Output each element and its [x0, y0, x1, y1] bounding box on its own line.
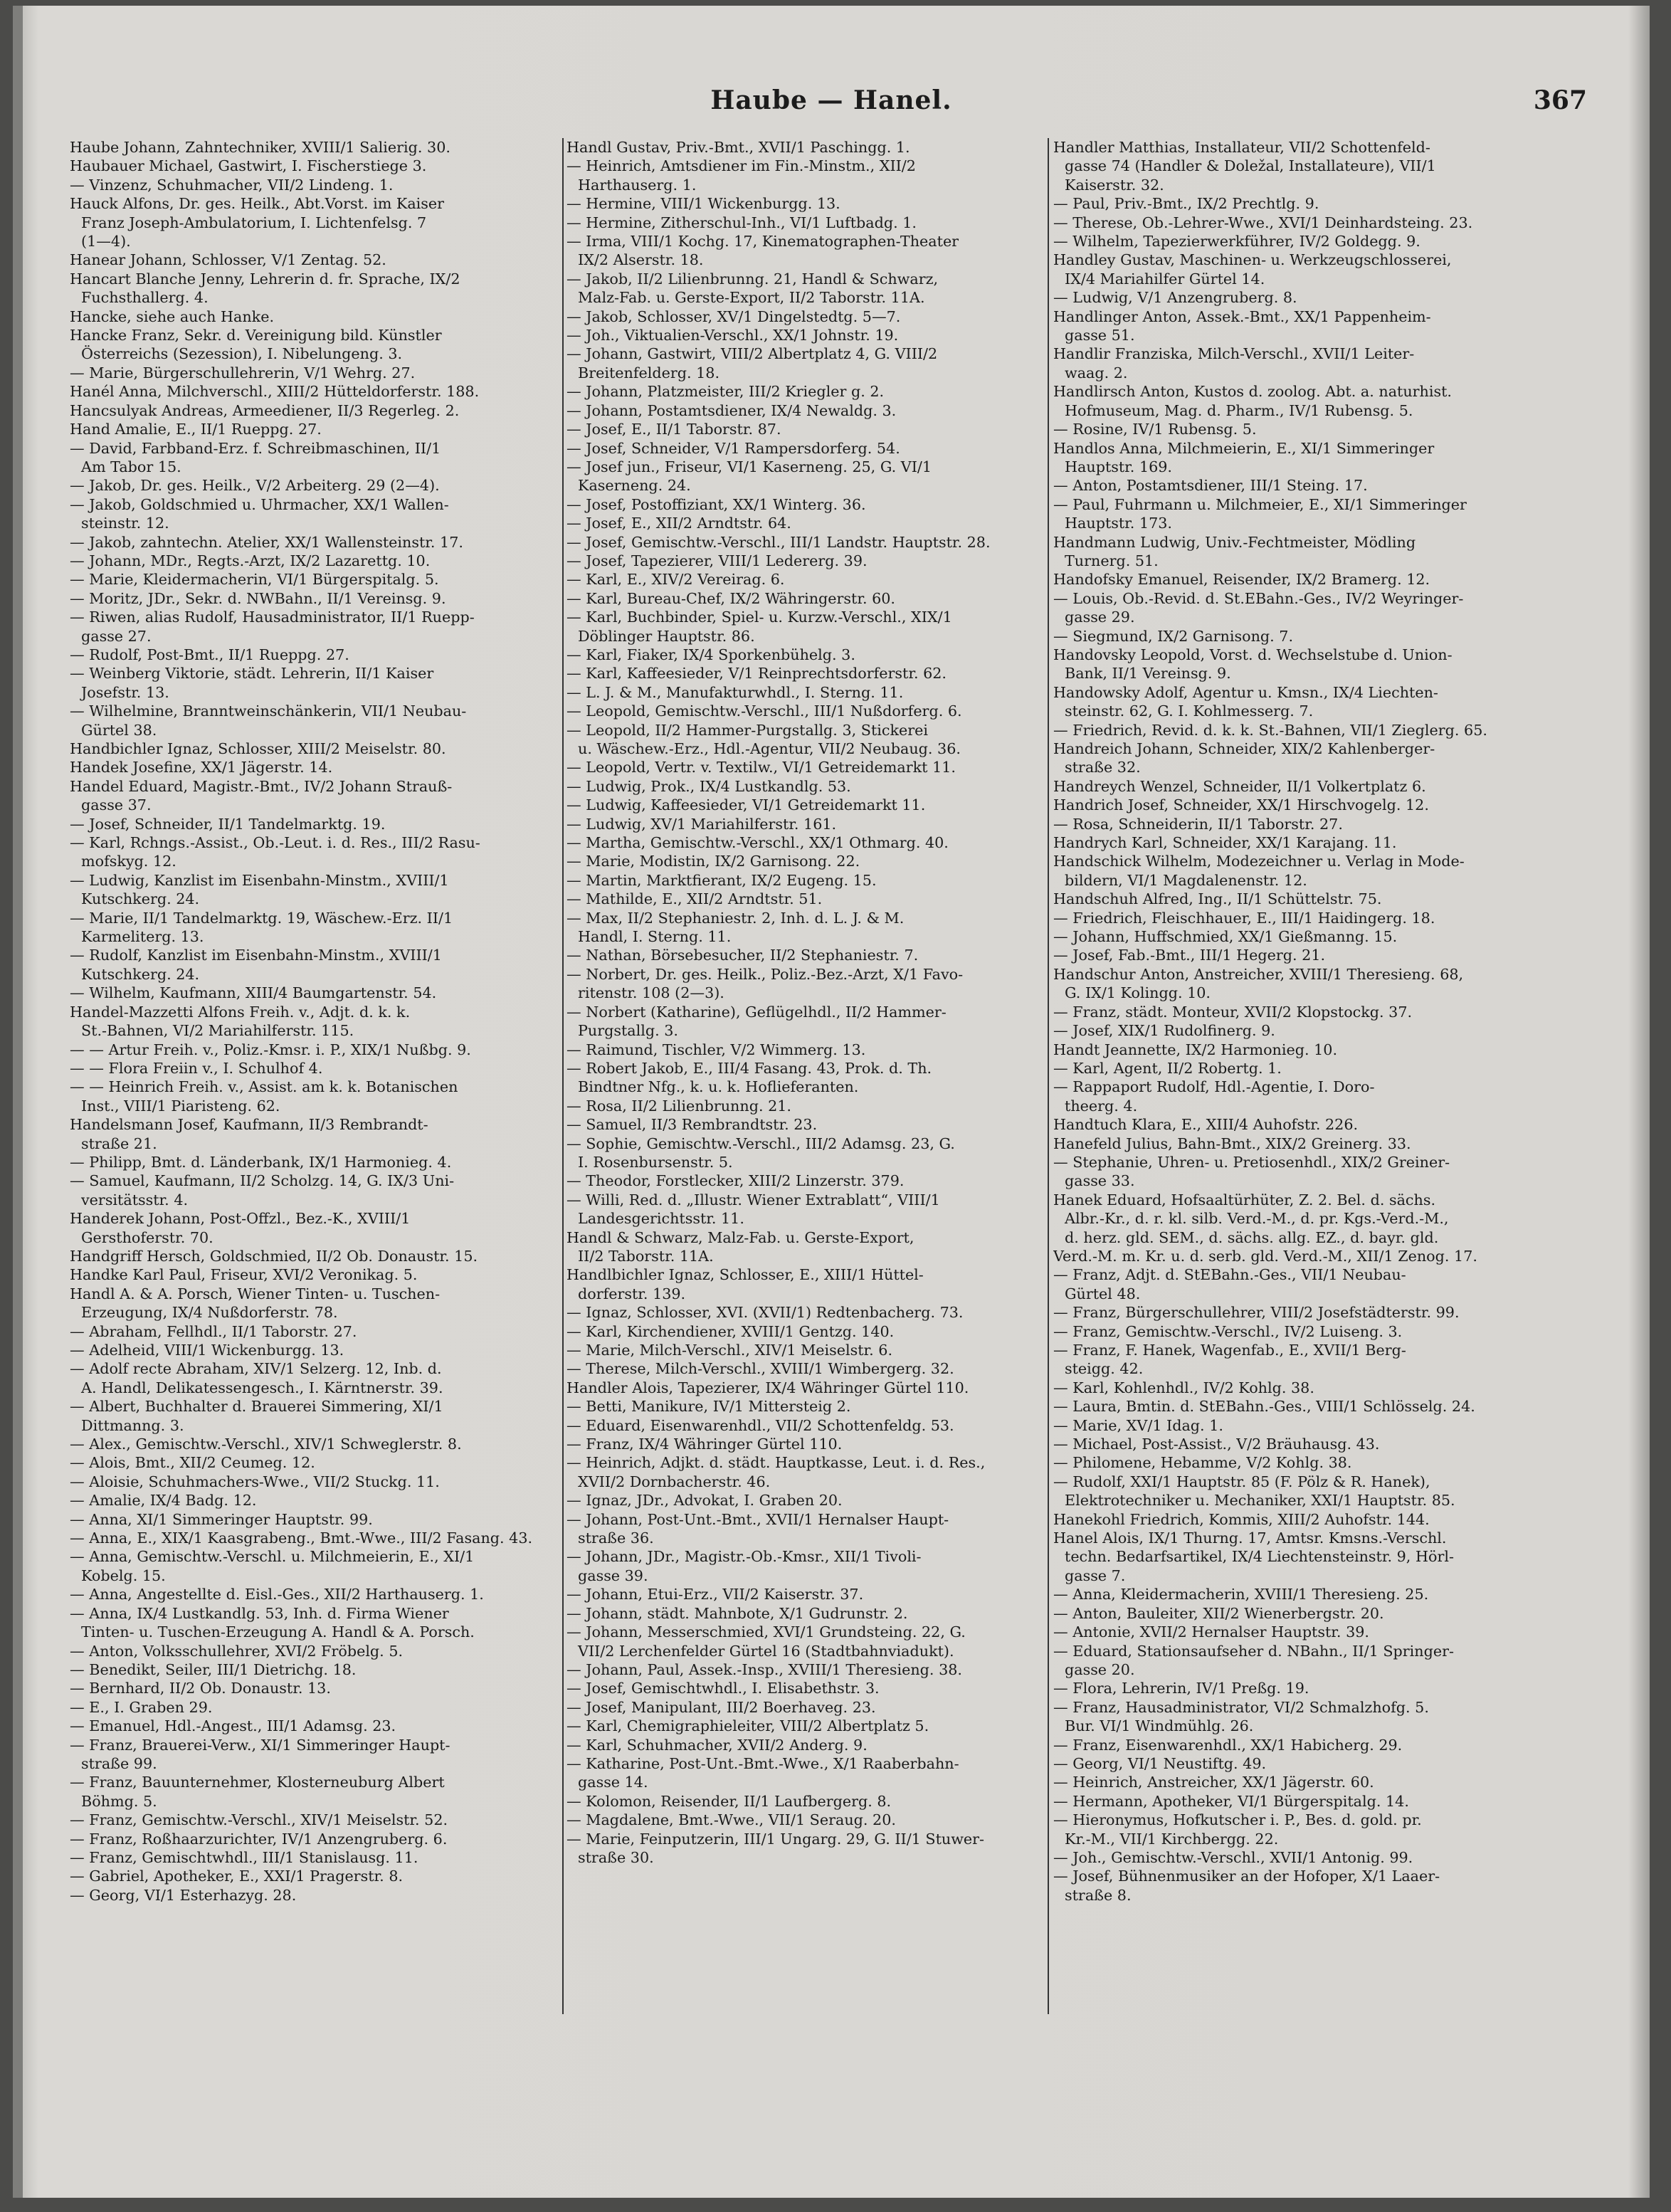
directory-entry: Hancke, siehe auch Hanke. — [70, 307, 275, 325]
directory-entry: — Martin, Marktfierant, IX/2 Eugeng. 15. — [566, 871, 877, 889]
directory-entry: — Johann, Etui-Erz., VII/2 Kaiserstr. 37. — [566, 1586, 864, 1603]
directory-entry-continuation: Hauptstr. 173. — [1065, 515, 1173, 532]
directory-entry: — Franz, Eisenwarenhdl., XX/1 Habicherg. 29. — [1053, 1736, 1403, 1754]
directory-entry-continuation: Harthauserg. 1. — [578, 176, 697, 194]
directory-entry-continuation: Kobelg. 15. — [81, 1566, 166, 1584]
directory-entry: — Sophie, Gemischtw.-Verschl., III/2 Adamsg. 23, G. — [566, 1134, 955, 1152]
directory-entry-continuation: Gersthoferstr. 70. — [81, 1228, 214, 1246]
directory-entry: — Johann, MDr., Regts.-Arzt, IX/2 Lazarettg. 10. — [70, 552, 431, 569]
directory-entry-continuation: dorferstr. 139. — [578, 1285, 686, 1302]
directory-entry: — Samuel, II/3 Rembrandtstr. 23. — [566, 1116, 818, 1134]
directory-entry: — Adolf recte Abraham, XIV/1 Selzerg. 12, Inb. d. — [70, 1360, 442, 1378]
directory-entry: — Jakob, Schlosser, XV/1 Dingelstedtg. 5—7. — [566, 307, 901, 325]
directory-entry-continuation: (1—4). — [81, 233, 131, 251]
directory-entry: Handreich Johann, Schneider, XIX/2 Kahlenberger- — [1053, 740, 1435, 757]
directory-entry: — Karl, Chemigraphieleiter, VIII/2 Albertplatz 5. — [566, 1717, 929, 1735]
directory-entry: — Franz, städt. Monteur, XVII/2 Klopstockg. 37. — [1053, 1003, 1413, 1021]
directory-entry: Handley Gustav, Maschinen- u. Werkzeugschlosserei, — [1053, 251, 1452, 269]
directory-entry: Hanefeld Julius, Bahn-Bmt., XIX/2 Greinerg. 33. — [1053, 1134, 1411, 1152]
directory-entry: — Johann, Paul, Assek.-Insp., XVIII/1 Theresieng. 38. — [566, 1660, 962, 1678]
directory-entry: Handrich Josef, Schneider, XX/1 Hirschvogelg. 12. — [1053, 796, 1429, 814]
directory-entry-continuation: Kaserneng. 24. — [578, 477, 691, 495]
directory-entry: — Franz, Hausadministrator, VI/2 Schmalzhofg. 5. — [1053, 1698, 1429, 1716]
directory-entry: — Vinzenz, Schuhmacher, VII/2 Lindeng. 1. — [70, 176, 394, 194]
directory-entry: Handowsky Adolf, Agentur u. Kmsn., IX/4 Liechten- — [1053, 683, 1438, 701]
directory-entry: — Johann, Gastwirt, VIII/2 Albertplatz 4, G. VIII/2 — [566, 345, 938, 363]
directory-entry-continuation: Purgstallg. 3. — [578, 1022, 679, 1040]
directory-entry: — David, Farbband-Erz. f. Schreibmaschinen, II/1 — [70, 439, 441, 457]
directory-entry: — Therese, Milch-Verschl., XVIII/1 Wimbergerg. 32. — [566, 1360, 954, 1378]
directory-entry-continuation: waag. 2. — [1065, 364, 1128, 381]
directory-entry-continuation: d. herz. gld. SEM., d. sächs. allg. EZ., d. bayr. gld. — [1065, 1228, 1439, 1246]
directory-entry: — Martha, Gemischtw.-Verschl., XX/1 Othmarg. 40. — [566, 834, 949, 852]
directory-entry: — Josef jun., Friseur, VI/1 Kaserneng. 25, G. VI/1 — [566, 458, 932, 475]
directory-entry-continuation: bildern, VI/1 Magdalenenstr. 12. — [1065, 871, 1307, 889]
running-header-title: Haube — Hanel. — [710, 85, 952, 115]
directory-entry: Handel-Mazzetti Alfons Freih. v., Adjt. d. k. k. — [70, 1003, 411, 1021]
directory-entry: — Rappaport Rudolf, Hdl.-Agentie, I. Doro- — [1053, 1078, 1375, 1096]
directory-entry: — Heinrich, Amtsdiener im Fin.-Minstm., XII/2 — [566, 157, 916, 175]
directory-entry: — Eduard, Stationsaufseher d. NBahn., II/1 Springer- — [1053, 1642, 1454, 1660]
directory-entry: — Rosine, IV/1 Rubensg. 5. — [1053, 421, 1257, 438]
directory-entry: — Friedrich, Fleischhauer, E., III/1 Haidingerg. 18. — [1053, 909, 1435, 927]
directory-entry: Hauck Alfons, Dr. ges. Heilk., Abt.Vorst. im Kaiser — [70, 195, 445, 213]
directory-entry: — Jakob, Goldschmied u. Uhrmacher, XX/1 Wallen- — [70, 495, 449, 513]
directory-entry-continuation: gasse 7. — [1065, 1566, 1126, 1584]
directory-entry: Handlbichler Ignaz, Schlosser, E., XIII/1 Hüttel- — [566, 1266, 924, 1284]
directory-entry: — — Heinrich Freih. v., Assist. am k. k. Botanischen — [70, 1078, 458, 1096]
directory-entry-continuation: straße 32. — [1065, 759, 1141, 776]
directory-entry-continuation: Gürtel 38. — [81, 721, 157, 739]
directory-entry: — Ludwig, XV/1 Mariahilferstr. 161. — [566, 815, 837, 833]
directory-entry: — Josef, Postoffiziant, XX/1 Winterg. 36. — [566, 495, 866, 513]
directory-entry-continuation: Franz Joseph-Ambulatorium, I. Lichtenfelsg. 7 — [81, 214, 427, 231]
directory-entry: — Heinrich, Adjkt. d. städt. Hauptkasse, Leut. i. d. Res., — [566, 1454, 986, 1472]
directory-entry: — Karl, Agent, II/2 Robertg. 1. — [1053, 1059, 1282, 1077]
directory-entry: — Karl, Rchngs.-Assist., Ob.-Leut. i. d. Res., III/2 Rasu- — [70, 834, 480, 852]
directory-entry: Handler Matthias, Installateur, VII/2 Schottenfeld- — [1053, 139, 1430, 156]
directory-entry: — Wilhelm, Tapezierwerkführer, IV/2 Goldegg. 9. — [1053, 233, 1420, 251]
directory-entry: Hanek Eduard, Hofsaaltürhüter, Z. 2. Bel. d. sächs. — [1053, 1191, 1436, 1208]
directory-entry-continuation: Breitenfelderg. 18. — [578, 364, 720, 381]
directory-entry-continuation: gasse 51. — [1065, 327, 1135, 344]
directory-entry-continuation: Josefstr. 13. — [81, 683, 169, 701]
directory-entry: — Irma, VIII/1 Kochg. 17, Kinematographen-Theater — [566, 233, 959, 251]
directory-entry: — Karl, Kaffeesieder, V/1 Reinprechtsdorferstr. 62. — [566, 665, 947, 683]
directory-entry-continuation: I. Rosenbursenstr. 5. — [578, 1153, 733, 1171]
directory-entry: Hancke Franz, Sekr. d. Vereinigung bild. Künstler — [70, 327, 442, 344]
directory-entry: — Johann, städt. Mahnbote, X/1 Gudrunstr. 2. — [566, 1604, 908, 1622]
directory-entry: — Marie, Modistin, IX/2 Garnisong. 22. — [566, 853, 860, 870]
directory-entry: — Katharine, Post-Unt.-Bmt.-Wwe., X/1 Raaberbahn- — [566, 1754, 959, 1772]
directory-entry: — Josef, Tapezierer, VIII/1 Ledererg. 39. — [566, 552, 868, 569]
directory-entry-continuation: theerg. 4. — [1065, 1097, 1138, 1115]
directory-entry: — Raimund, Tischler, V/2 Wimmerg. 13. — [566, 1041, 866, 1058]
directory-entry-continuation: G. IX/1 Kolingg. 10. — [1065, 984, 1211, 1002]
directory-entry-continuation: Karmeliterg. 13. — [81, 928, 204, 946]
directory-entry: — Hermine, Zitherschul-Inh., VI/1 Luftbadg. 1. — [566, 214, 917, 231]
directory-entry-continuation: Handl, I. Sterng. 11. — [578, 928, 732, 946]
directory-entry: — — Artur Freih. v., Poliz.-Kmsr. i. P., XIX/1 Nußbg. 9. — [70, 1041, 471, 1058]
directory-entry-continuation: mofskyg. 12. — [81, 853, 176, 870]
directory-entry: — Siegmund, IX/2 Garnisong. 7. — [1053, 627, 1294, 645]
directory-entry: — Marie, Feinputzerin, III/1 Ungarg. 29, G. II/1 Stuwer- — [566, 1830, 985, 1848]
directory-entry: — Max, II/2 Stephaniestr. 2, Inh. d. L. J. & M. — [566, 909, 905, 927]
directory-entry: Handel Eduard, Magistr.-Bmt., IV/2 Johann Strauß- — [70, 777, 453, 795]
directory-entry: Hanel Alois, IX/1 Thurng. 17, Amtsr. Kmsns.-Verschl. — [1053, 1529, 1447, 1547]
directory-entry: — Karl, Fiaker, IX/4 Sporkenbühelg. 3. — [566, 646, 855, 663]
directory-entry: Handler Alois, Tapezierer, IX/4 Währinger Gürtel 110. — [566, 1379, 969, 1396]
directory-entry: Handl A. & A. Porsch, Wiener Tinten- u. Tuschen- — [70, 1285, 441, 1302]
directory-entry: — Franz, Roßhaarzurichter, IV/1 Anzengruberg. 6. — [70, 1830, 448, 1848]
directory-entry: — Johann, Post-Unt.-Bmt., XVII/1 Hernalser Haupt- — [566, 1510, 949, 1528]
directory-entry-continuation: steigg. 42. — [1065, 1360, 1144, 1378]
directory-entry: — Karl, Kohlenhdl., IV/2 Kohlg. 38. — [1053, 1379, 1314, 1396]
directory-entry: Hanear Johann, Schlosser, V/1 Zentag. 52. — [70, 251, 386, 269]
directory-entry: — Franz, Gemischtw.-Verschl., IV/2 Luiseng. 3. — [1053, 1322, 1403, 1340]
directory-entry: Verd.-M. m. Kr. u. d. serb. gld. Verd.-M., XII/1 Zenog. 17. — [1053, 1247, 1477, 1265]
directory-entry: — Marie, XV/1 Idag. 1. — [1053, 1416, 1223, 1434]
directory-entry: — Franz, Gemischtwhdl., III/1 Stanislausg. 11. — [70, 1848, 418, 1866]
directory-entry: Hanekohl Friedrich, Kommis, XIII/2 Auhofstr. 144. — [1053, 1510, 1430, 1528]
directory-entry-continuation: IX/4 Mariahilfer Gürtel 14. — [1065, 270, 1265, 288]
directory-entry-continuation: Böhmg. 5. — [81, 1792, 157, 1810]
directory-entry: — Laura, Bmtin. d. StEBahn.-Ges., VIII/1 Schlösselg. 24. — [1053, 1398, 1475, 1416]
directory-entry: Handrych Karl, Schneider, XX/1 Karajang. 11. — [1053, 834, 1397, 852]
directory-entry: — Josef, Gemischtwhdl., I. Elisabethstr. 3. — [566, 1680, 880, 1697]
directory-entry: — Gabriel, Apotheker, E., XXI/1 Pragerstr. 8. — [70, 1868, 404, 1885]
directory-entry: — Antonie, XVII/2 Hernalser Hauptstr. 39. — [1053, 1623, 1369, 1641]
directory-entry: Handl & Schwarz, Malz-Fab. u. Gerste-Export, — [566, 1228, 914, 1246]
directory-entry-continuation: gasse 37. — [81, 796, 152, 814]
directory-column-3 — [1053, 138, 1544, 2152]
directory-entry: Handelsmann Josef, Kaufmann, II/3 Rembrandt- — [70, 1116, 428, 1134]
directory-entry: Hanél Anna, Milchverschl., XIII/2 Hütteldorferstr. 188. — [70, 383, 480, 401]
directory-entry: — Philipp, Bmt. d. Länderbank, IX/1 Harmonieg. 4. — [70, 1153, 452, 1171]
directory-entry: — Robert Jakob, E., III/4 Fasang. 43, Prok. d. Th. — [566, 1059, 932, 1077]
directory-entry-continuation: Bindtner Nfg., k. u. k. Hoflieferanten. — [578, 1078, 859, 1096]
directory-entry-continuation: Hauptstr. 169. — [1065, 458, 1173, 475]
directory-entry: — Friedrich, Revid. d. k. k. St.-Bahnen, VII/1 Zieglerg. 65. — [1053, 721, 1487, 739]
directory-entry-continuation: IX/2 Alserstr. 18. — [578, 251, 704, 269]
directory-entry: — Rudolf, Post-Bmt., II/1 Rueppg. 27. — [70, 646, 349, 663]
directory-entry: Haubauer Michael, Gastwirt, I. Fischerstiege 3. — [70, 157, 427, 175]
directory-entry-continuation: Gürtel 48. — [1065, 1285, 1141, 1302]
directory-entry-continuation: steinstr. 62, G. I. Kohlmesserg. 7. — [1065, 702, 1314, 720]
directory-entry: — Josef, Fab.-Bmt., III/1 Hegerg. 21. — [1053, 947, 1326, 964]
directory-entry-continuation: straße 30. — [578, 1848, 654, 1866]
directory-entry: — Karl, Kirchendiener, XVIII/1 Gentzg. 140. — [566, 1322, 895, 1340]
directory-entry: — Johann, JDr., Magistr.-Ob.-Kmsr., XII/1 Tivoli- — [566, 1548, 922, 1566]
directory-entry: — Hermine, VIII/1 Wickenburgg. 13. — [566, 195, 840, 213]
directory-entry-continuation: Tinten- u. Tuschen-Erzeugung A. Handl & A. Porsch. — [81, 1623, 475, 1641]
directory-entry: — — Flora Freiin v., I. Schulhof 4. — [70, 1059, 323, 1077]
directory-entry-continuation: Hofmuseum, Mag. d. Pharm., IV/1 Rubensg. 5. — [1065, 401, 1413, 419]
directory-entry-continuation: straße 99. — [81, 1754, 157, 1772]
directory-entry-continuation: A. Handl, Delikatessengesch., I. Kärntnerstr. 39. — [81, 1379, 443, 1396]
directory-entry-continuation: Albr.-Kr., d. r. kl. silb. Verd.-M., d. pr. Kgs.-Verd.-M., — [1065, 1210, 1449, 1228]
directory-entry-continuation: gasse 29. — [1065, 609, 1135, 626]
directory-entry-continuation: VII/2 Lerchenfelder Gürtel 16 (Stadtbahnviadukt). — [578, 1642, 954, 1660]
directory-entry: Handek Josefine, XX/1 Jägerstr. 14. — [70, 759, 333, 776]
directory-entry: — Jakob, II/2 Lilienbrunng. 21, Handl & Schwarz, — [566, 270, 939, 288]
directory-entry: — Rudolf, Kanzlist im Eisenbahn-Minstm., XVIII/1 — [70, 947, 442, 964]
directory-entry: — Josef, Manipulant, III/2 Boerhaveg. 23. — [566, 1698, 876, 1716]
directory-entry: — Anton, Postamtsdiener, III/1 Steing. 17. — [1053, 477, 1368, 495]
directory-entry: — Paul, Fuhrmann u. Milchmeier, E., XI/1 Simmeringer — [1053, 495, 1467, 513]
directory-entry: Hancsulyak Andreas, Armeediener, II/3 Regerleg. 2. — [70, 401, 460, 419]
directory-entry: Handgriff Hersch, Goldschmied, II/2 Ob. Donaustr. 15. — [70, 1247, 478, 1265]
directory-entry-continuation: Kaiserstr. 32. — [1065, 176, 1164, 194]
directory-entry: — Anna, Kleidermacherin, XVIII/1 Theresieng. 25. — [1053, 1586, 1429, 1603]
directory-entry-continuation: Inst., VIII/1 Piaristeng. 62. — [81, 1097, 280, 1115]
directory-entry: — Anton, Volksschullehrer, XVI/2 Fröbelg. 5. — [70, 1642, 404, 1660]
directory-entry: Handlirsch Anton, Kustos d. zoolog. Abt. a. naturhist. — [1053, 383, 1453, 401]
directory-entry: — Theodor, Forstlecker, XIII/2 Linzerstr. 379. — [566, 1172, 905, 1190]
directory-entry: — Marie, Bürgerschullehrerin, V/1 Wehrg. 27. — [70, 364, 416, 381]
page-number: 367 — [1533, 85, 1587, 115]
directory-entry: — Leopold, II/2 Hammer-Purgstallg. 3, Stickerei — [566, 721, 928, 739]
directory-entry: — Samuel, Kaufmann, II/2 Scholzg. 14, G. IX/3 Uni- — [70, 1172, 455, 1190]
directory-entry-continuation: straße 21. — [81, 1134, 157, 1152]
directory-entry: — Emanuel, Hdl.-Angest., III/1 Adamsg. 23. — [70, 1717, 396, 1735]
directory-entry: — Amalie, IX/4 Badg. 12. — [70, 1492, 257, 1510]
directory-entry: Handschuh Alfred, Ing., II/1 Schüttelstr. 75. — [1053, 890, 1382, 908]
directory-entry: — Norbert (Katharine), Geflügelhdl., II/2 Hammer- — [566, 1003, 947, 1021]
directory-entry-continuation: Bank, II/1 Vereinsg. 9. — [1065, 665, 1231, 683]
directory-entry: — Eduard, Eisenwarenhdl., VII/2 Schottenfeldg. 53. — [566, 1416, 954, 1434]
directory-entry-continuation: techn. Bedarfsartikel, IX/4 Liechtensteinstr. 9, Hörl- — [1065, 1548, 1454, 1566]
directory-entry: — Rudolf, XXI/1 Hauptstr. 85 (F. Pölz & R. Hanek), — [1053, 1473, 1430, 1490]
directory-entry: — Joh., Gemischtw.-Verschl., XVII/1 Antonig. 99. — [1053, 1848, 1413, 1866]
directory-entry-continuation: steinstr. 12. — [81, 515, 169, 532]
directory-entry: — Franz, Gemischtw.-Verschl., XIV/1 Meiselstr. 52. — [70, 1811, 448, 1829]
directory-entry: Hancart Blanche Jenny, Lehrerin d. fr. Sprache, IX/2 — [70, 270, 460, 288]
directory-page — [13, 6, 1650, 2198]
directory-entry: — Leopold, Vertr. v. Textilw., VI/1 Getreidemarkt 11. — [566, 759, 956, 776]
directory-entry-continuation: u. Wäschew.-Erz., Hdl.-Agentur, VII/2 Neubaug. 36. — [578, 740, 961, 757]
directory-entry: — Ludwig, Kanzlist im Eisenbahn-Minstm., XVIII/1 — [70, 871, 449, 889]
directory-entry: — Michael, Post-Assist., V/2 Bräuhausg. 43. — [1053, 1436, 1380, 1453]
directory-entry: — Franz, F. Hanek, Wagenfab., E., XVII/1 Berg- — [1053, 1342, 1406, 1359]
directory-entry: — Ludwig, V/1 Anzengruberg. 8. — [1053, 289, 1297, 307]
directory-entry: Handtuch Klara, E., XIII/4 Auhofstr. 226. — [1053, 1116, 1359, 1134]
directory-entry-continuation: Kutschkerg. 24. — [81, 890, 200, 908]
directory-entry-continuation: gasse 14. — [578, 1774, 648, 1791]
directory-entry: — Johann, Messerschmied, XVI/1 Grundsteing. 22, G. — [566, 1623, 966, 1641]
directory-entry-continuation: Elektrotechniker u. Mechaniker, XXI/1 Hauptstr. 85. — [1065, 1492, 1455, 1510]
directory-entry-continuation: versitätsstr. 4. — [81, 1191, 189, 1208]
directory-column-1 — [70, 138, 561, 2152]
directory-entry: — Georg, VI/1 Esterhazyg. 28. — [70, 1886, 297, 1904]
directory-entry: — Franz, Bürgerschullehrer, VIII/2 Josefstädterstr. 99. — [1053, 1304, 1460, 1322]
directory-entry: Handofsky Emanuel, Reisender, IX/2 Bramerg. 12. — [1053, 571, 1430, 589]
directory-entry-continuation: gasse 33. — [1065, 1172, 1135, 1190]
directory-entry: — Anna, Gemischtw.-Verschl. u. Milchmeierin, E., XI/1 — [70, 1548, 475, 1566]
directory-entry: — Franz, IX/4 Währinger Gürtel 110. — [566, 1436, 843, 1453]
directory-entry-continuation: Kutschkerg. 24. — [81, 965, 200, 983]
directory-entry: — Karl, E., XIV/2 Vereirag. 6. — [566, 571, 785, 589]
directory-entry: — E., I. Graben 29. — [70, 1698, 213, 1716]
directory-entry: — Ignaz, Schlosser, XVI. (XVII/1) Redtenbacherg. 73. — [566, 1304, 964, 1322]
directory-entry-continuation: Landesgerichtsstr. 11. — [578, 1210, 744, 1228]
directory-entry: — Karl, Schuhmacher, XVII/2 Anderg. 9. — [566, 1736, 868, 1754]
directory-entry: Handlinger Anton, Assek.-Bmt., XX/1 Pappenheim- — [1053, 307, 1431, 325]
directory-entry: — Ludwig, Prok., IX/4 Lustkandlg. 53. — [566, 777, 851, 795]
directory-entry: — Josef, Schneider, II/1 Tandelmarktg. 19. — [70, 815, 386, 833]
directory-entry-continuation: Am Tabor 15. — [81, 458, 181, 475]
directory-entry: Handt Jeannette, IX/2 Harmonieg. 10. — [1053, 1041, 1338, 1058]
directory-entry: — Jakob, zahntechn. Atelier, XX/1 Wallensteinstr. 17. — [70, 533, 463, 551]
directory-entry: — Johann, Huffschmied, XX/1 Gießmanng. 15. — [1053, 928, 1398, 946]
directory-entry: — Karl, Buchbinder, Spiel- u. Kurzw.-Verschl., XIX/1 — [566, 609, 952, 626]
directory-entry: — Josef, E., XII/2 Arndtstr. 64. — [566, 515, 791, 532]
directory-entry: — Magdalene, Bmt.-Wwe., VII/1 Seraug. 20. — [566, 1811, 896, 1829]
directory-entry-continuation: Döblinger Hauptstr. 86. — [578, 627, 755, 645]
directory-entry: — Stephanie, Uhren- u. Pretiosenhdl., XIX/2 Greiner- — [1053, 1153, 1450, 1171]
directory-entry: — Josef, Bühnenmusiker an der Hofoper, X/1 Laaer- — [1053, 1868, 1440, 1885]
directory-entry: — Adelheid, VIII/1 Wickenburgg. 13. — [70, 1342, 344, 1359]
directory-entry: — Rosa, Schneiderin, II/1 Taborstr. 27. — [1053, 815, 1343, 833]
directory-entry: — Heinrich, Anstreicher, XX/1 Jägerstr. 60. — [1053, 1774, 1374, 1791]
directory-entry: Handschick Wilhelm, Modezeichner u. Verlag in Mode- — [1053, 853, 1465, 870]
directory-entry: — Nathan, Börsebesucher, II/2 Stephaniestr. 7. — [566, 947, 919, 964]
directory-entry-continuation: St.-Bahnen, VI/2 Mariahilferstr. 115. — [81, 1022, 354, 1040]
directory-entry: — Anton, Bauleiter, XII/2 Wienerbergstr. 20. — [1053, 1604, 1384, 1622]
directory-entry-continuation: Bur. VI/1 Windmühlg. 26. — [1065, 1717, 1254, 1735]
directory-entry-continuation: Dittmanng. 3. — [81, 1416, 184, 1434]
directory-entry: — Abraham, Fellhdl., II/1 Taborstr. 27. — [70, 1322, 357, 1340]
directory-entry: — Kolomon, Reisender, II/1 Laufbergerg. 8. — [566, 1792, 892, 1810]
directory-entry: — Betti, Manikure, IV/1 Mittersteig 2. — [566, 1398, 851, 1416]
directory-entry: Handovsky Leopold, Vorst. d. Wechselstube d. Union- — [1053, 646, 1453, 663]
directory-entry: — Paul, Priv.-Bmt., IX/2 Prechtlg. 9. — [1053, 195, 1319, 213]
directory-entry-continuation: Turnerg. 51. — [1065, 552, 1159, 569]
directory-entry: — Ignaz, JDr., Advokat, I. Graben 20. — [566, 1492, 843, 1510]
directory-entry: — Aloisie, Schuhmachers-Wwe., VII/2 Stuckg. 11. — [70, 1473, 440, 1490]
directory-entry: — Rosa, II/2 Lilienbrunng. 21. — [566, 1097, 791, 1115]
directory-entry: — Johann, Platzmeister, III/2 Kriegler g. 2. — [566, 383, 885, 401]
directory-entry-continuation: gasse 39. — [578, 1566, 648, 1584]
directory-entry: — Anna, E., XIX/1 Kaasgrabeng., Bmt.-Wwe., III/2 Fasang. 43. — [70, 1529, 533, 1547]
page-edge-shadow-right — [1628, 6, 1650, 2198]
directory-entry: — Josef, E., II/1 Taborstr. 87. — [566, 421, 781, 438]
directory-entry: Haube Johann, Zahntechniker, XVIII/1 Salierig. 30. — [70, 139, 450, 156]
directory-entry: Handerek Johann, Post-Offzl., Bez.-K., XVIII/1 — [70, 1210, 411, 1228]
directory-entry: — Louis, Ob.-Revid. d. St.EBahn.-Ges., IV/2 Weyringer- — [1053, 589, 1464, 607]
directory-entry-continuation: Erzeugung, IX/4 Nußdorferstr. 78. — [81, 1304, 338, 1322]
page-edge-shadow — [13, 6, 23, 2198]
column-divider-1 — [562, 138, 564, 2014]
directory-entry-continuation: straße 8. — [1065, 1886, 1132, 1904]
directory-entry: — Joh., Viktualien-Verschl., XX/1 Johnstr. 19. — [566, 327, 899, 344]
directory-column-2 — [566, 138, 1043, 2152]
directory-entry: — Josef, XIX/1 Rudolfinerg. 9. — [1053, 1022, 1275, 1040]
directory-entry: — Marie, Milch-Verschl., XIV/1 Meiselstr. 6. — [566, 1342, 893, 1359]
directory-entry-continuation: Österreichs (Sezession), I. Nibelungeng. 3. — [81, 345, 403, 363]
directory-entry-continuation: Kr.-M., VII/1 Kirchbergg. 22. — [1065, 1830, 1279, 1848]
directory-entry: Handbichler Ignaz, Schlosser, XIII/2 Meiselstr. 80. — [70, 740, 446, 757]
directory-entry: — Franz, Brauerei-Verw., XI/1 Simmeringer Haupt- — [70, 1736, 450, 1754]
directory-entry-continuation: gasse 74 (Handler & Doležal, Installateure), VII/1 — [1065, 157, 1436, 175]
directory-entry: — Mathilde, E., XII/2 Arndtstr. 51. — [566, 890, 823, 908]
directory-entry: — Leopold, Gemischtw.-Verschl., III/1 Nußdorferg. 6. — [566, 702, 962, 720]
directory-entry-continuation: XVII/2 Dornbacherstr. 46. — [578, 1473, 771, 1490]
directory-entry: — Therese, Ob.-Lehrer-Wwe., XVI/1 Deinhardsteing. 23. — [1053, 214, 1473, 231]
directory-entry: — Alois, Bmt., XII/2 Ceumeg. 12. — [70, 1454, 315, 1472]
column-divider-2 — [1048, 138, 1049, 2014]
directory-entry: — Alex., Gemischtw.-Verschl., XIV/1 Schweglerstr. 8. — [70, 1436, 462, 1453]
directory-entry-continuation: Fuchsthallerg. 4. — [81, 289, 209, 307]
directory-entry: — Georg, VI/1 Neustiftg. 49. — [1053, 1754, 1267, 1772]
directory-entry: Handl Gustav, Priv.-Bmt., XVII/1 Paschingg. 1. — [566, 139, 910, 156]
directory-entry: — Josef, Schneider, V/1 Rampersdorferg. 54. — [566, 439, 900, 457]
directory-entry: Handmann Ludwig, Univ.-Fechtmeister, Mödling — [1053, 533, 1416, 551]
directory-entry: — Norbert, Dr. ges. Heilk., Poliz.-Bez.-Arzt, X/1 Favo- — [566, 965, 964, 983]
directory-entry: — Benedikt, Seiler, III/1 Dietrichg. 18. — [70, 1660, 357, 1678]
directory-entry: — Marie, Kleidermacherin, VI/1 Bürgerspitalg. 5. — [70, 571, 439, 589]
directory-entry-continuation: straße 36. — [578, 1529, 654, 1547]
directory-entry: — L. J. & M., Manufakturwhdl., I. Sterng. 11. — [566, 683, 904, 701]
directory-entry: — Anna, Angestellte d. Eisl.-Ges., XII/2 Harthauserg. 1. — [70, 1586, 484, 1603]
directory-entry: — Karl, Bureau-Chef, IX/2 Währingerstr. 60. — [566, 589, 896, 607]
directory-entry: — Wilhelmine, Branntweinschänkerin, VII/1 Neubau- — [70, 702, 467, 720]
directory-entry: Hand Amalie, E., II/1 Rueppg. 27. — [70, 421, 322, 438]
directory-entry: — Moritz, JDr., Sekr. d. NWBahn., II/1 Vereinsg. 9. — [70, 589, 446, 607]
directory-entry-continuation: II/2 Taborstr. 11A. — [578, 1247, 714, 1265]
directory-entry-continuation: gasse 27. — [81, 627, 152, 645]
directory-entry-continuation: gasse 20. — [1065, 1660, 1135, 1678]
directory-entry: — Marie, II/1 Tandelmarktg. 19, Wäschew.-Erz. II/1 — [70, 909, 453, 927]
directory-entry: Handschur Anton, Anstreicher, XVIII/1 Theresieng. 68, — [1053, 965, 1464, 983]
directory-entry: — Josef, Gemischtw.-Verschl., III/1 Landstr. Hauptstr. 28. — [566, 533, 991, 551]
directory-entry: — Franz, Bauunternehmer, Klosterneuburg Albert — [70, 1774, 445, 1791]
directory-entry: — Albert, Buchhalter d. Brauerei Simmering, XI/1 — [70, 1398, 443, 1416]
directory-entry: — Hermann, Apotheker, VI/1 Bürgerspitalg. 14. — [1053, 1792, 1409, 1810]
directory-entry: — Riwen, alias Rudolf, Hausadministrator, II/1 Ruepp- — [70, 609, 475, 626]
directory-entry-continuation: Malz-Fab. u. Gerste-Export, II/2 Taborstr. 11A. — [578, 289, 925, 307]
directory-entry: — Anna, IX/4 Lustkandlg. 53, Inh. d. Firma Wiener — [70, 1604, 449, 1622]
directory-entry: — Weinberg Viktorie, städt. Lehrerin, II/1 Kaiser — [70, 665, 434, 683]
directory-entry: Handke Karl Paul, Friseur, XVI/2 Veronikag. 5. — [70, 1266, 418, 1284]
directory-entry: — Wilhelm, Kaufmann, XIII/4 Baumgartenstr. 54. — [70, 984, 437, 1002]
directory-entry: — Anna, XI/1 Simmeringer Hauptstr. 99. — [70, 1510, 373, 1528]
directory-entry: — Willi, Red. d. „Illustr. Wiener Extrablatt“, VIII/1 — [566, 1191, 940, 1208]
directory-entry: — Franz, Adjt. d. StEBahn.-Ges., VII/1 Neubau- — [1053, 1266, 1406, 1284]
directory-entry-continuation: ritenstr. 108 (2—3). — [578, 984, 724, 1002]
directory-entry: — Hieronymus, Hofkutscher i. P., Bes. d. gold. pr. — [1053, 1811, 1422, 1829]
directory-entry: — Bernhard, II/2 Ob. Donaustr. 13. — [70, 1680, 331, 1697]
directory-entry: Handlos Anna, Milchmeierin, E., XI/1 Simmeringer — [1053, 439, 1435, 457]
directory-entry: — Philomene, Hebamme, V/2 Kohlg. 38. — [1053, 1454, 1352, 1472]
directory-entry: Handlir Franziska, Milch-Verschl., XVII/1 Leiter- — [1053, 345, 1415, 363]
directory-entry: Handreych Wenzel, Schneider, II/1 Volkertplatz 6. — [1053, 777, 1426, 795]
directory-entry: — Flora, Lehrerin, IV/1 Preßg. 19. — [1053, 1680, 1309, 1697]
directory-entry: — Ludwig, Kaffeesieder, VI/1 Getreidemarkt 11. — [566, 796, 926, 814]
directory-entry: — Johann, Postamtsdiener, IX/4 Newaldg. 3. — [566, 401, 897, 419]
directory-entry: — Jakob, Dr. ges. Heilk., V/2 Arbeiterg. 29 (2—4). — [70, 477, 440, 495]
